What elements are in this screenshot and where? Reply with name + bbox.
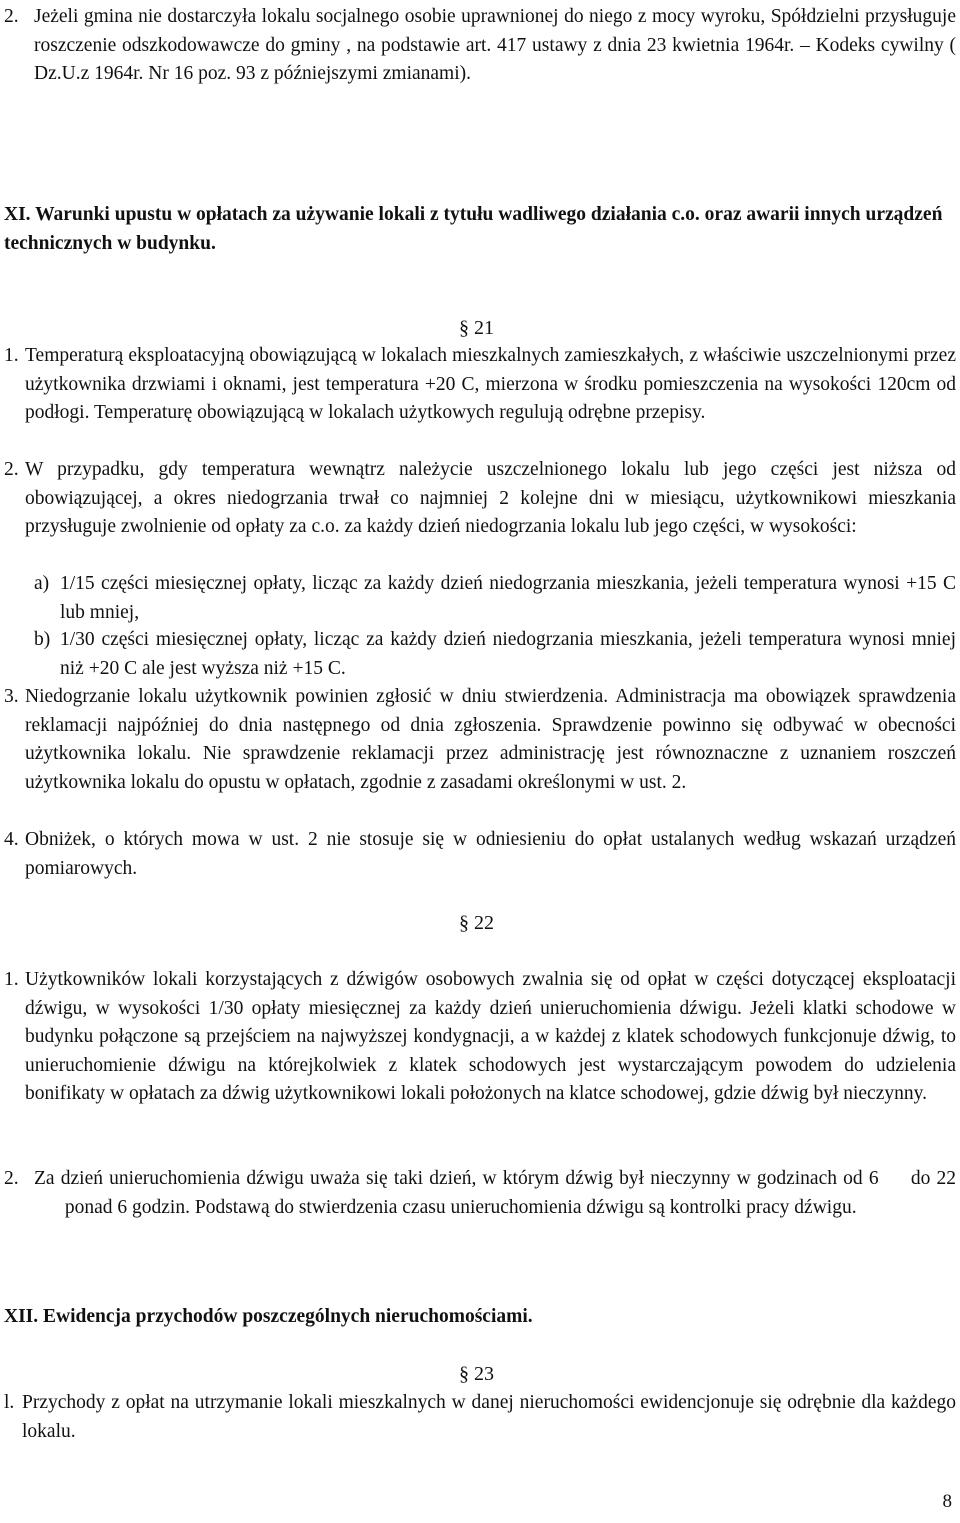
p21-item4-text: Obniżek, o których mowa w ust. 2 nie stosuje się w odniesieniu do opłat ustalanych według wskazań urządzeń pomiarowych.	[25, 829, 956, 879]
p23-item1-text: Przychody z opłat na utrzymanie lokali mieszkalnych w danej nieruchomości ewidencjonuje się odrębnie dla każdego lokalu.	[22, 1392, 956, 1442]
p21-item3-text: Niedogrzanie lokalu użytkownik powinien zgłosić w dniu stwierdzenia. Administracja ma obowiązek sprawdzenia reklamacji najpóźniej do dnia następnego od dnia zgłoszenia. Sprawdzenie powinno się odbywać w obecności użytkownika lokalu. Nie sprawdzenie reklamacji przez administrację jest równoznaczne z uznaniem roszczeń użytkownika lokalu do opustu w opłatach, zgodnie z zasadami określonymi w ust. 2.	[25, 686, 956, 793]
intro-number: 2.	[4, 6, 19, 27]
p21-item1-number: 1.	[4, 345, 19, 366]
p22-item2-number: 2.	[4, 1168, 19, 1189]
p21-item2-text: W przypadku, gdy temperatura wewnątrz należycie uszczelnionego lokalu lub jego części jest niższa od obowiązującej, a okres niedogrzania trwał co najmniej 2 kolejne dni w miesiącu, użytkownikowi mieszkania przysługuje zwolnienie od opłaty za c.o. za każdy dzień niedogrzania lokalu lub jego części, w wysokości:	[25, 459, 956, 538]
p21-item2a-text: 1/15 części miesięcznej opłaty, licząc za każdy dzień niedogrzania mieszkania, jeżeli temperatura wynosi +15 C lub mniej,	[60, 573, 956, 623]
p21-item2b-text: 1/30 części miesięcznej opłaty, licząc za każdy dzień niedogrzania mieszkania, jeżeli temperatura wynosi mniej niż +20 C ale jest wyższa niż +15 C.	[60, 629, 956, 679]
p21-item2-number: 2.	[4, 459, 19, 480]
paragraph-22-mark: § 22	[459, 912, 494, 934]
p21-item3-number: 3.	[4, 686, 19, 707]
p21-item4-number: 4.	[4, 829, 19, 850]
p22-item1-text: Użytkowników lokali korzystających z dźwigów osobowych zwalnia się od opłat w części dotyczącej eksploatacji dźwigu, w wysokości 1/30 opłaty miesięcznej za każdy dzień unieruchomienia dźwigu. Jeżeli klatki schodowe w budynku połączone są przejściem na najwyższej kondygnacji, a w każdej z klatek schodowych funkcjonuje dźwig, to unieruchomienie dźwigu na którejkolwiek z klatek schodowych jest wystarczającym powodem do udzielenia bonifikaty w opłatach za dźwig użytkownikowi lokali położonych na klatce schodowej, gdzie dźwig był nieczynny.	[25, 969, 956, 1105]
p21-item1-text: Temperaturą eksploatacyjną obowiązującą w lokalach mieszkalnych zamieszkałych, z właściwie uszczelnionymi przez użytkownika drzwiami i oknami, jest temperatura +20 C, mierzona w środku pomieszczenia na wysokości 120cm od podłogi. Temperaturę obowiązującą w lokalach użytkowych regulują odrębne przepisy.	[25, 345, 956, 424]
intro-paragraph: Jeżeli gmina nie dostarczyła lokalu socjalnego osobie uprawnionej do niego z mocy wyroku, Spółdzielni przysługuje roszczenie odszkodowawcze do gminy , na podstawie art. 417 ustawy z dnia 23 kwietnia 1964r. – Kodeks cywilny ( Dz.U.z 1964r. Nr 16 poz. 93 z późniejszymi zmianami).	[34, 6, 956, 85]
p21-item2a-number: a)	[34, 573, 50, 594]
p22-item2-text: Za dzień unieruchomienia dźwigu uważa się taki dzień, w którym dźwig był nieczynny w godzinach od 6 do 22 ponad 6 godzin. Podstawą do stwierdzenia czasu unieruchomienia dźwigu są kontrolki pracy dźwigu.	[34, 1168, 956, 1218]
p23-item1-number: l.	[4, 1392, 15, 1413]
section-xi-heading: XI. Warunki upustu w opłatach za używanie lokali z tytułu wadliwego działania c.o. oraz awarii innych urządzeń technicznych w budynku.	[4, 204, 943, 254]
p21-item2b-number: b)	[34, 629, 51, 650]
section-xii-heading: XII. Ewidencja przychodów poszczególnych nieruchomościami.	[4, 1306, 533, 1327]
p22-item1-number: 1.	[4, 969, 19, 990]
page-number: 8	[942, 1491, 952, 1512]
paragraph-23-mark: § 23	[459, 1363, 494, 1385]
paragraph-21-mark: § 21	[459, 317, 494, 339]
